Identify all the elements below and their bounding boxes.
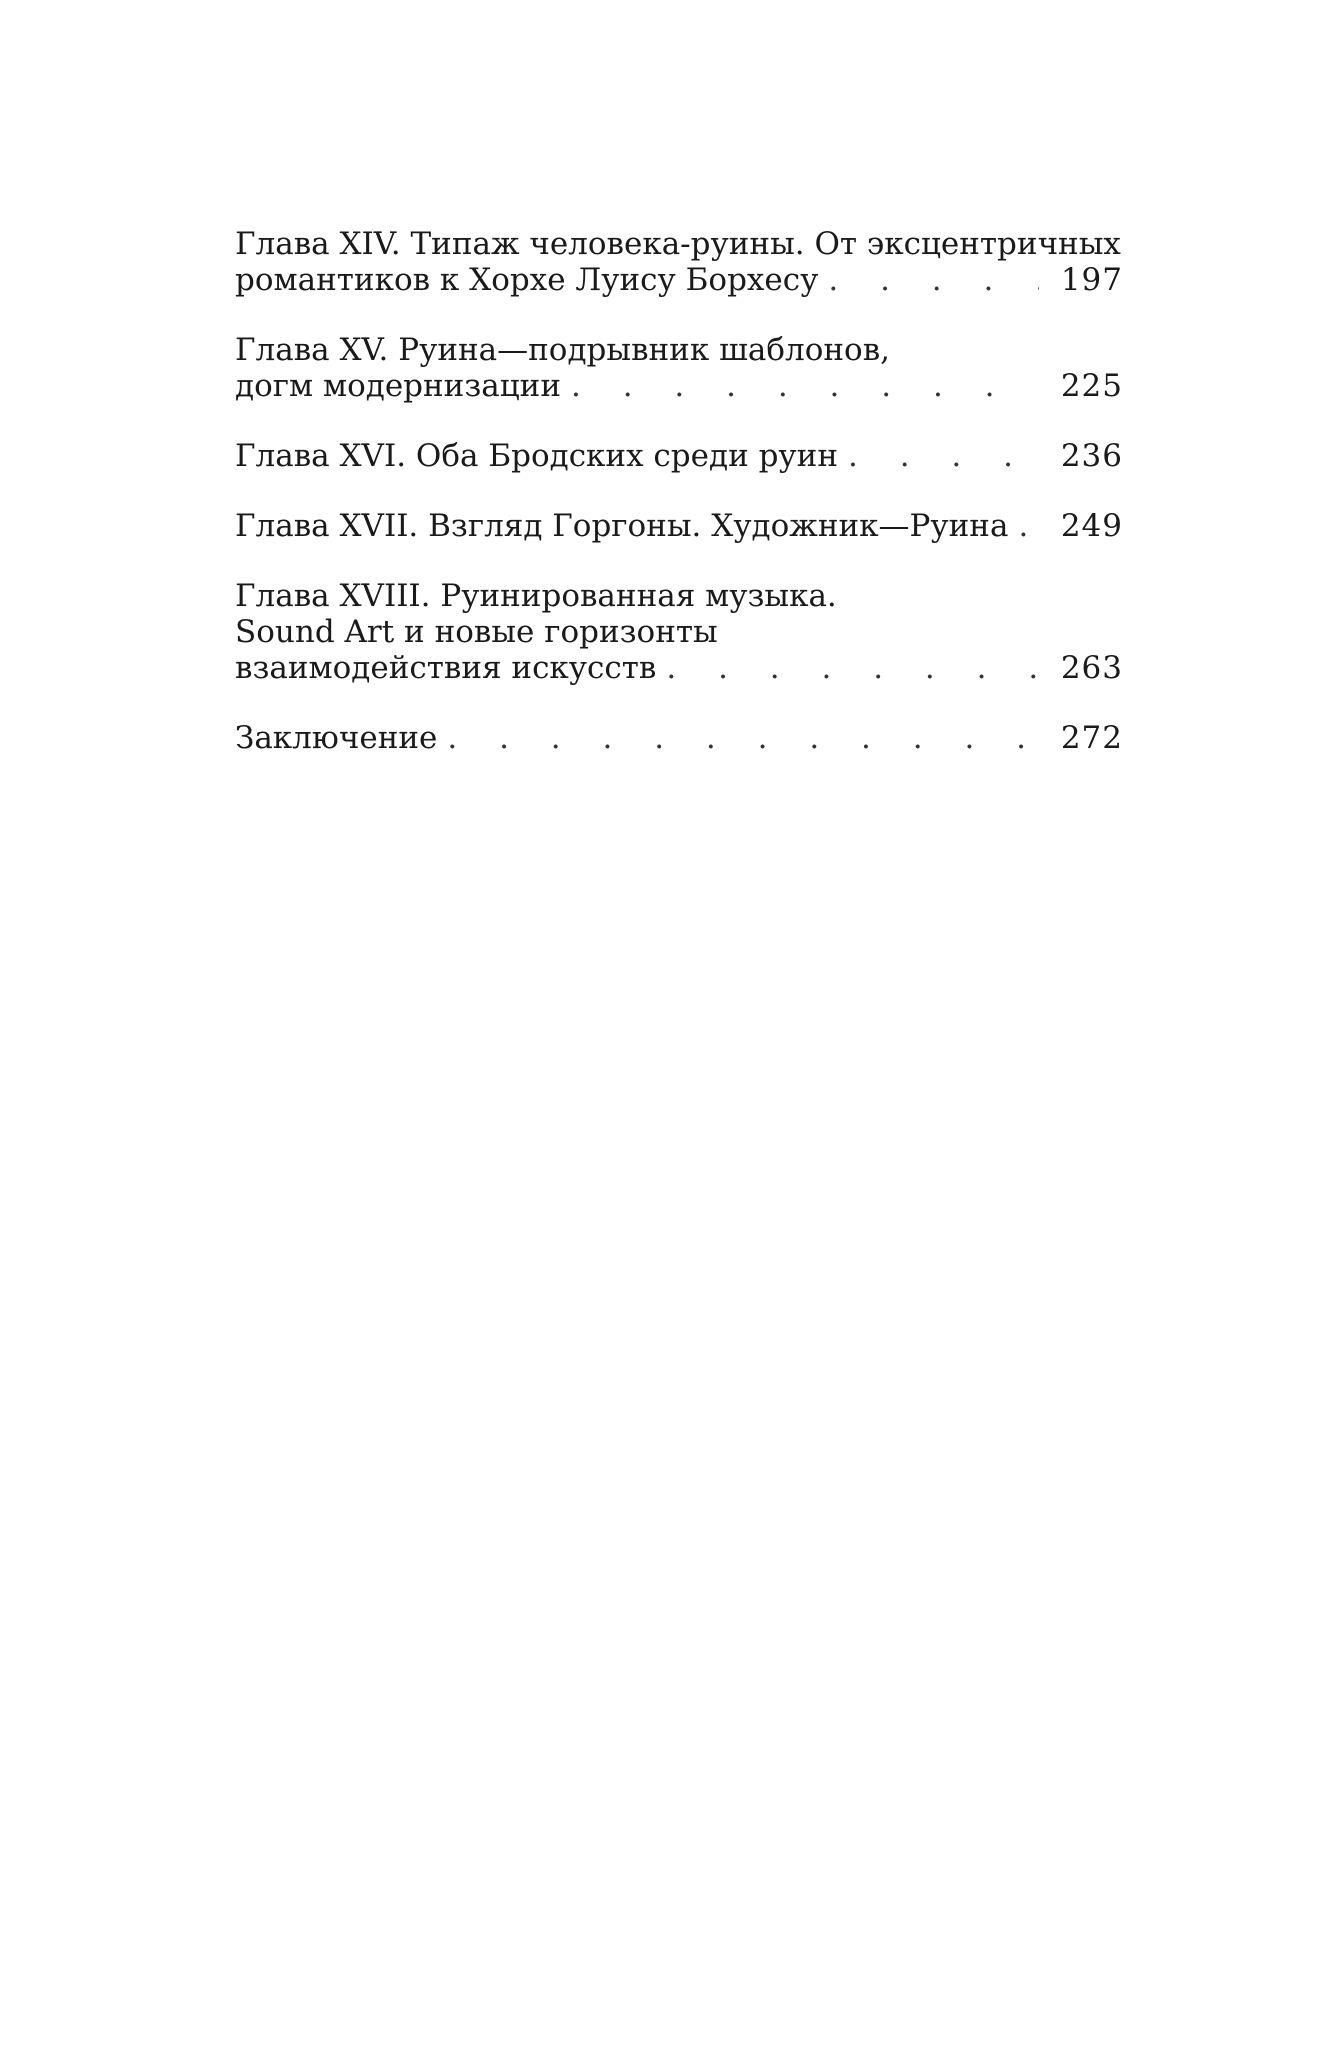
toc-entry-last-line [235, 508, 1123, 544]
toc-entry-title-line: догм модернизации [235, 368, 561, 404]
toc-entry-last-line [235, 650, 1123, 686]
dot-leader [571, 368, 1039, 404]
toc-entry-chapter-14 [235, 226, 1123, 298]
toc-entry-title-line: взаимодействия искусств [235, 650, 657, 686]
page-number: 225 [1060, 368, 1123, 404]
table-of-contents [235, 226, 1123, 790]
toc-entry-chapter-15 [235, 332, 1123, 404]
dot-leader [666, 650, 1038, 686]
page-number: 197 [1060, 262, 1123, 298]
toc-entry-title-line: Глава XIV. Типаж человека-руины. От эксцентричных [235, 226, 1121, 262]
toc-entry-chapter-17 [235, 508, 1123, 544]
toc-entry-last-line [235, 368, 1123, 404]
page-number: 236 [1060, 438, 1123, 474]
dot-leader [828, 262, 1038, 298]
toc-entry-conclusion [235, 720, 1123, 756]
page-number: 249 [1060, 508, 1123, 544]
dot-leader [848, 438, 1039, 474]
toc-entry-last-line [235, 262, 1123, 298]
toc-entry-title-line: Глава XVII. Взгляд Горгоны. Художник—Руина [235, 508, 1009, 544]
toc-entry-title-line: Sound Art и новые горизонты [235, 614, 718, 650]
toc-entry-title-line: Глава XVI. Оба Бродских среди руин [235, 438, 838, 474]
toc-entry-chapter-16 [235, 438, 1123, 474]
page-number: 272 [1060, 720, 1123, 756]
toc-entry-title-line: Заключение [235, 720, 438, 756]
page-number: 263 [1060, 650, 1123, 686]
toc-entry-last-line [235, 720, 1123, 756]
toc-entry-title-line: Глава XV. Руина—подрывник шаблонов, [235, 332, 891, 368]
toc-entry-chapter-18 [235, 578, 1123, 686]
toc-entry-title-line: Глава XVIII. Руинированная музыка. [235, 578, 837, 614]
toc-entry-title-line: романтиков к Хорхе Луису Борхесу [235, 262, 819, 298]
toc-entry-last-line [235, 438, 1123, 474]
dot-leader [1018, 508, 1038, 544]
dot-leader [447, 720, 1038, 756]
